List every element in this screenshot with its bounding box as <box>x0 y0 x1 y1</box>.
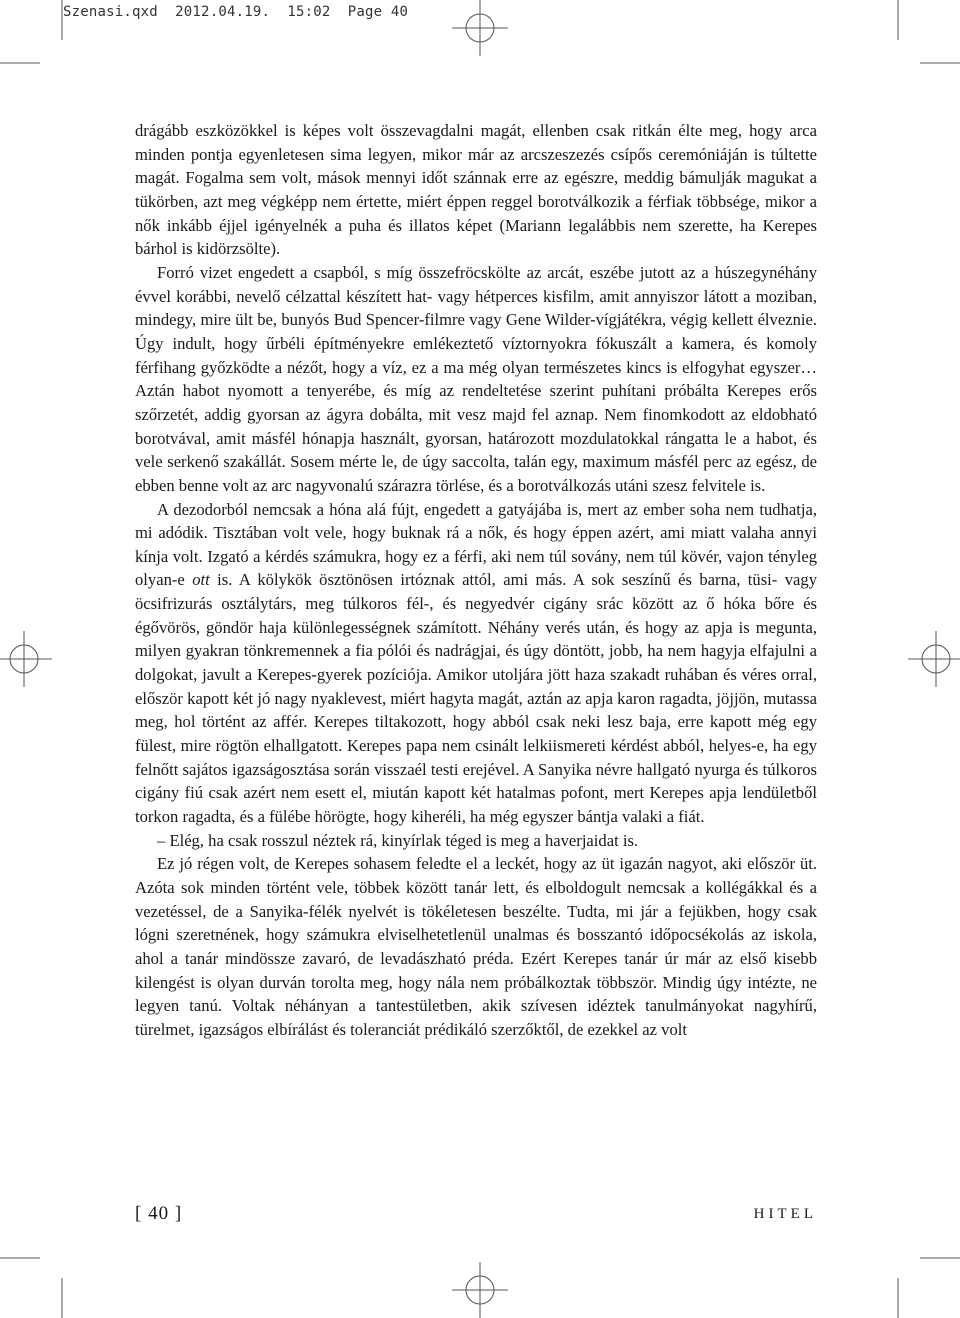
registration-mark-bottom <box>452 1262 508 1318</box>
journal-name: HITEL <box>753 1206 817 1222</box>
paragraph-3-italic: ott <box>192 570 210 590</box>
registration-mark-left <box>0 631 52 687</box>
paragraph-3-text-a: A dezodorból nemcsak a hóna alá fújt, engedett a gatyájába is, mert az ember soha nem tudhatja, mi adódik. Tisztában volt vele, hogy buknak rá a nők, és hogy éppen azért, ami miatt valaha annyi kínja volt. Izgató a kérdés számukra, hogy ez a férfi, aki nem túl sovány, nem túl kövér, vajon tényleg olyan-e <box>135 499 817 590</box>
registration-mark-top <box>452 0 508 56</box>
page-number: [ 40 ] <box>135 1203 183 1224</box>
paragraph-4-dialogue: – Elég, ha csak rosszul néztek rá, kinyírlak téged is meg a haverjaidat is. <box>157 830 639 850</box>
article-body <box>135 119 817 1042</box>
paragraph-3-text-b: is. A kölykök ösztönösen irtóznak attól, ami más. A sok seszínű és barna, tüsi- vagy öcsifrizurás osztálytárs, meg túlkoros fél-, és negyedvér cigány srác között az ő hóka bőre és égővörös, göndör haja különlegességnek számított. Néhány verés után, és hogy az apja is megunta, milyen gyakran tönkremennek a fia pólói és nadrágjai, és úgy döntött, jobb, ha nem hagyja elfajulni a dolgokat, javult a Kerepes-gyerek pozíciója. Amikor utoljára jött haza szakadt ruhában és véres orral, először kapott két jó nagy nyaklevest, miért hagyta magát, aztán az apja karon ragadta, jöjjön, mutassa meg, hol történt az affér. Kerepes tiltakozott, hogy abból csak neki lesz baja, erre kapott még egy fülest, mire rögtön elhallgatott. Kerepes papa nem csinált lelkiismereti kérdést abból, helyes-e, ha egy felnőtt sajátos igazságosztása során visszaél testi erejével. A Sanyika névre hallgató nyurga és túlkoros cigány fiú csak azért nem esett el, miután kapott két hatalmas pofont, mert Kerepes apja lendületből torkon ragadta, és a fülébe hörögte, hogy kiheréli, ha még egyszer bántja valaki a fiát. <box>135 570 817 827</box>
registration-mark-right <box>908 631 960 687</box>
paragraph-5: Ez jó régen volt, de Kerepes sohasem feledte el a leckét, hogy az üt igazán nagyot, aki először üt. Azóta sok minden történt vele, többek között tanár lett, és elboldogult nemcsak a kollégákkal és a vezetéssel, de a Sanyika-félék nyelvét is tökéletesen beszélte. Tudta, mi jár a fejükben, hogy csak lógni szeretnének, hogy számukra elviselhetetlenül unalmas és bosszantó időpocsékolás az iskola, ahol a tanár mindössze zavaró, de levadászható préda. Ezért Kerepes tanár úr már az első kisebb kilengést is olyan durván torolta meg, hogy nála nem próbálkoztak többször. Mindig úgy intézte, ne legyen tanú. Voltak néhányan a tantestületben, akik szívesen idéztek tanulmányokat nagyhírű, türelmet, igazságos elbírálást és toleranciát prédikáló szerzőktől, de ezekkel az volt <box>135 854 817 1039</box>
paragraph-3 <box>135 498 817 829</box>
quark-slug-line: Szenasi.qxd 2012.04.19. 15:02 Page 40 <box>63 4 409 20</box>
paragraph-2: Forró vizet engedett a csapból, s míg összefröcskölte az arcát, eszébe jutott az a húszegynéhány évvel korábbi, nevelő célzattal készített hat- vagy hétperces kisfilm, amit annyiszor látott a moziban, mindegy, mire ült be, bunyós Bud Spencer-filmre vagy Gene Wilder-vígjátékra, végig kellett élveznie. Úgy indult, hogy űrbéli építményekre emlékeztető víztornyokra fókuszált a kamera, és komoly férfihang győzködte a nézőt, hogy a víz, ez a ma még olyan természetes kincs is elfogyhat egyszer… Aztán habot nyomott a tenyerébe, és míg az rendeltetése szerint puhítani próbálta Kerepes erős szőrzetét, addig gyorsan az ágyra dobálta, mit vesz majd fel aznap. Nem finomkodott az eldobható borotvával, amit másfél hónapja használt, gyorsan, határozott mozdulatokkal rángatta le a habot, és vele serkenő szakállát. Sosem mérte le, de úgy saccolta, talán egy, maximum másfél perc az egész, de ebben benne volt az arc nagyvonalú szárazra törlése, és a borotválkozás utáni szesz felvitele is. <box>135 262 817 495</box>
paragraph-1: drágább eszközökkel is képes volt összevagdalni magát, ellenben csak ritkán élte meg, hogy arca minden pontja egyenletesen sima legyen, mikor már az arcszeszezés csípős ceremóniáján is túltette magát. Fogalma sem volt, mások mennyi időt szánnak erre az egészre, meddig bámulják magukat a tükörben, azt meg végképp nem értette, miért éppen reggel borotválkozik a férfiak többsége, mikor a nők inkább éjjel igényelnék a puha és illatos képet (Mariann legalábbis nem szerette, ha Kerepes bárhol is kidörzsölte). <box>135 121 817 259</box>
